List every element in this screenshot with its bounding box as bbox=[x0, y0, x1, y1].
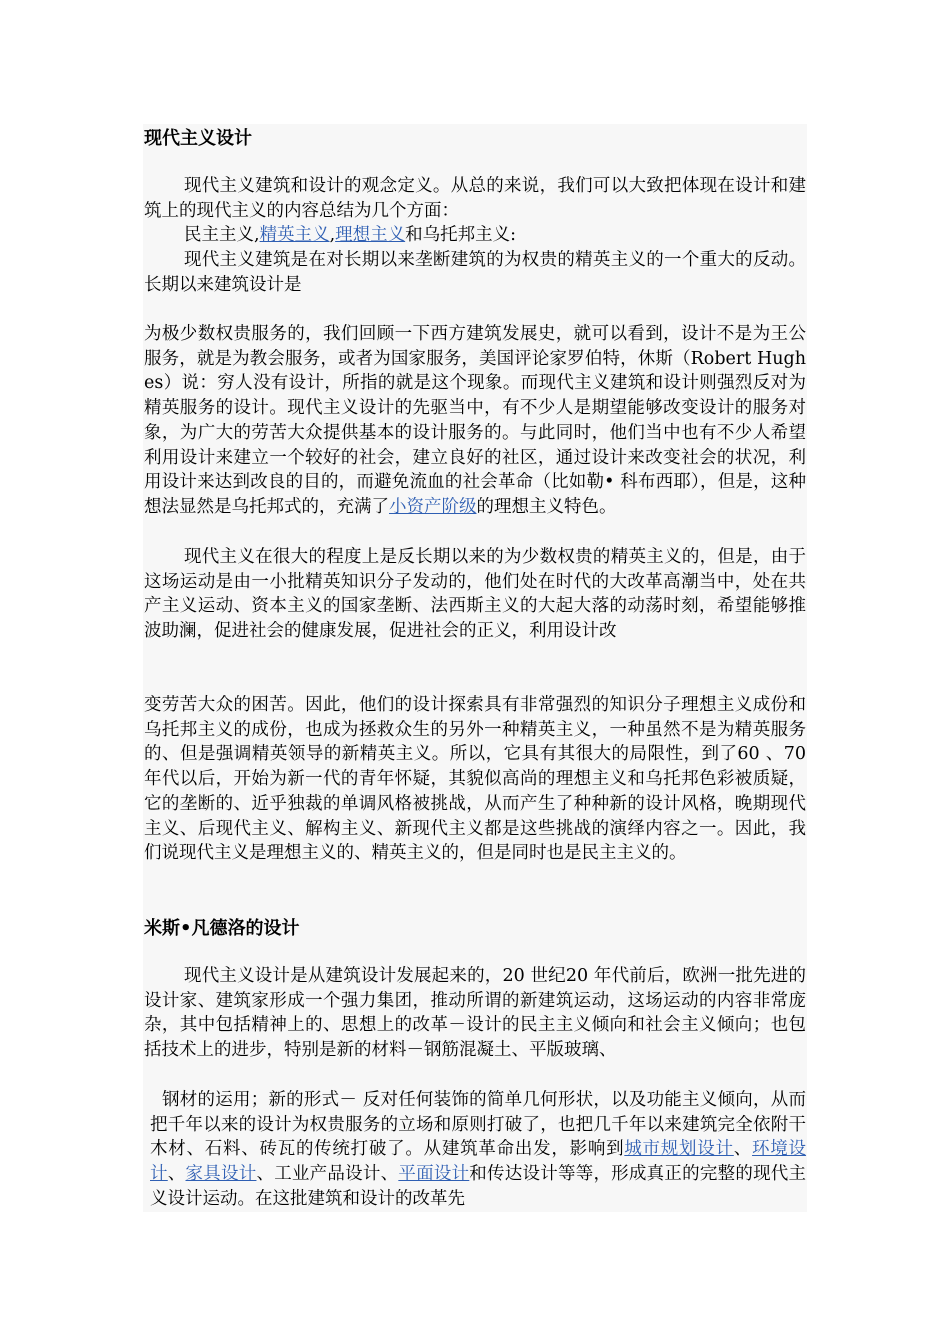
section-heading-modernism: 现代主义设计 bbox=[144, 128, 252, 149]
paragraph-text: 为极少数权贵服务的，我们回顾一下西方建筑发展史，就可以看到，设计不是为王公服务，就是为教会服务，或者为国家服务，美国评论家罗伯特，休斯（Robert Hughes）说：穷人没有设计，所指的就是这个现象。而现代主义建筑和设计则强烈反对为精英服务的设计。现代主义设计的先驱当中，有不少人是期望能够改变设计的服务对象，为广大的劳苦大众提供基本的设计服务的。与此同时，他们当中也有不少人希望利用设计来建立一个较好的社会，建立良好的社区，通过设计来改变社会的状况，利用设计来达到改良的目的，而避免流血的社会革命（比如勒• 科布西耶），但是，这种想法显然是乌托邦式的，充满了 bbox=[144, 324, 806, 517]
link-petty-bourgeoisie[interactable]: 小资产阶级 bbox=[389, 496, 477, 517]
paragraph-text: 、 bbox=[167, 1164, 186, 1185]
link-graphic-design[interactable]: 平面设计 bbox=[398, 1164, 470, 1185]
link-idealism[interactable]: 理想主义 bbox=[335, 225, 406, 245]
paragraph-text: 和传达设计等等，形成真正的完整的现代主义设计运动。在这批建筑和设计的改革先 bbox=[150, 1164, 807, 1209]
link-environmental-design[interactable]: 环境设计 bbox=[150, 1139, 807, 1185]
paragraph-text: 的理想主义特色。 bbox=[476, 496, 617, 517]
section-heading-mies: 米斯•凡德洛的设计 bbox=[144, 918, 300, 939]
paragraph-text: , bbox=[329, 225, 336, 245]
paragraph-text: 和乌托邦主义: bbox=[405, 225, 517, 245]
link-elitism[interactable]: 精英主义 bbox=[259, 225, 330, 245]
paragraph-text: 、工业产品设计、 bbox=[256, 1164, 399, 1185]
link-urban-planning[interactable]: 城市规划设计 bbox=[624, 1139, 734, 1160]
paragraph bbox=[144, 223, 806, 248]
paragraph-text: 、 bbox=[733, 1139, 753, 1160]
paragraph: 现代主义建筑和设计的观念定义。从总的来说，我们可以大致把体现在设计和建筑上的现代主义的内容总结为几个方面： bbox=[144, 176, 806, 221]
paragraph-text: 民主主义, bbox=[184, 225, 260, 245]
paragraph: 现代主义建筑是在对长期以来垄断建筑的为权贵的精英主义的一个重大的反动。长期以来建筑设计是 bbox=[144, 250, 806, 295]
paragraph: 现代主义设计是从建筑设计发展起来的，20 世纪20 年代前后，欧洲一批先进的设计家、建筑家形成一个强力集团，推动所谓的新建筑运动，这场运动的内容非常庞杂，其中包括精神上的、思想上的改革－设计的民主主义倾向和社会主义倾向；也包括技术上的进步，特别是新的材料－钢筋混凝土、平版玻璃、 bbox=[144, 966, 806, 1061]
paragraph: 变劳苦大众的困苦。因此，他们的设计探索具有非常强烈的知识分子理想主义成份和乌托邦主义的成份，也成为拯救众生的另外一种精英主义，一种虽然不是为精英服务的、但是强调精英领导的新精英主义。所以，它具有其很大的局限性，到了60 、70 年代以后，开始为新一代的青年怀疑，其貌似高尚的理想主义和乌托邦色彩被质疑，它的垄断的、近乎独裁的单调风格被挑战，从而产生了种种新的设计风格，晚期现代主义、后现代主义、解构主义、新现代主义都是这些挑战的演绎内容之一。因此，我们说现代主义是理想主义的、精英主义的，但是同时也是民主主义的。 bbox=[144, 695, 806, 864]
paragraph: 现代主义在很大的程度上是反长期以来的为少数权贵的精英主义的，但是，由于这场运动是由一小批精英知识分子发动的，他们处在时代的大改革高潮当中，处在共产主义运动、资本主义的国家垄断、法西斯主义的大起大落的动荡时刻，希望能够推波助澜，促进社会的健康发展，促进社会的正义，利用设计改 bbox=[144, 547, 806, 642]
paragraph bbox=[144, 322, 806, 520]
paragraph-text: 钢材的运用；新的形式－ 反对任何装饰的简单几何形状，以及功能主义倾向，从而把千年以来的设计为权贵服务的立场和原则打破了，也把几千年以来建筑完全依附干木材、石料、砖瓦的传统打破了。从建筑革命出发，影响到 bbox=[150, 1090, 806, 1160]
link-furniture-design[interactable]: 家具设计 bbox=[185, 1164, 257, 1185]
paragraph bbox=[150, 1088, 806, 1212]
